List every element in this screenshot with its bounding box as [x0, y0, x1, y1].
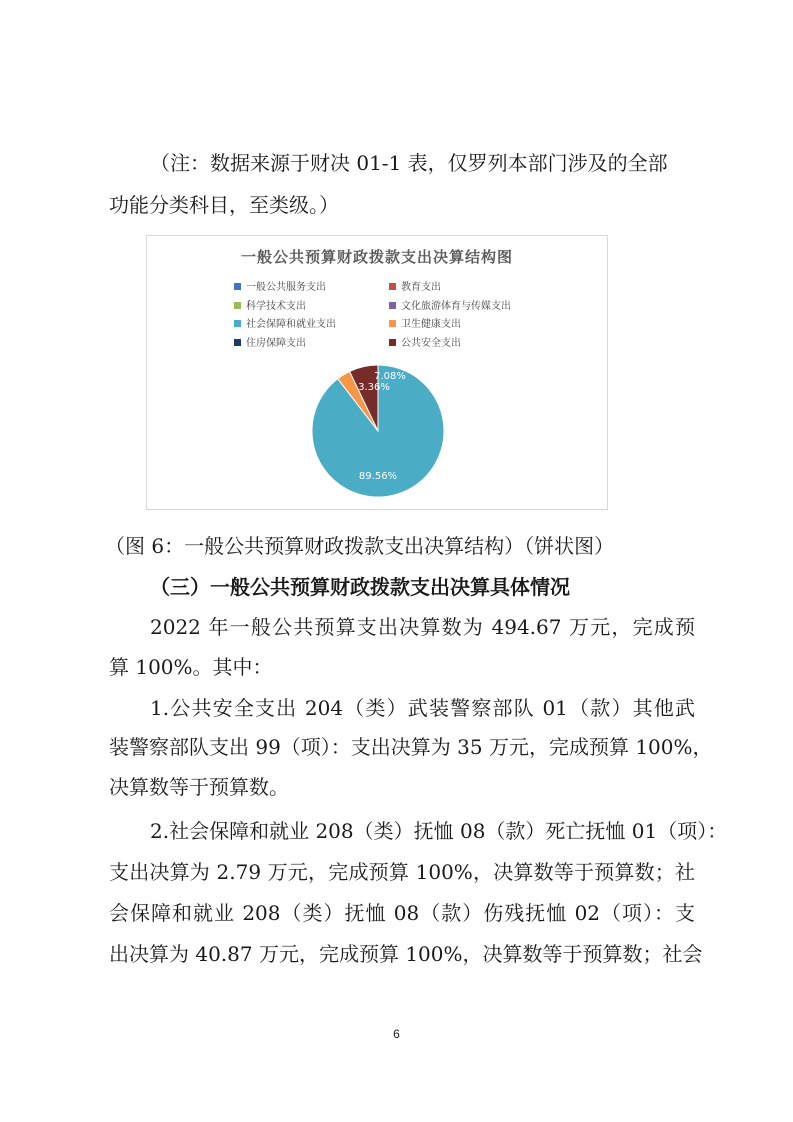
legend-label: 公共安全支出 — [401, 337, 461, 349]
page-number: 6 — [393, 1027, 400, 1041]
note-line-1: （注：数据来源于财决 01-1 表，仅罗列本部门涉及的全部 — [150, 151, 668, 175]
pie-data-label: 89.56% — [358, 471, 398, 482]
paragraph-2-line-3: 决算数等于预算数。 — [109, 775, 289, 799]
pie-chart — [146, 235, 608, 510]
chart-title: 一般公共预算财政拨款支出决算结构图 — [240, 248, 513, 266]
legend-label: 社会保障和就业支出 — [246, 319, 336, 330]
section-heading: （三）一般公共预算财政拨款支出决算具体情况 — [150, 575, 570, 599]
pie-data-label: 3.36% — [358, 382, 390, 393]
paragraph-3-line-4: 出决算为 40.87 万元，完成预算 100%，决算数等于预算数；社会 — [109, 942, 703, 966]
legend-label: 教育支出 — [401, 282, 441, 293]
pie-plot — [147, 236, 609, 511]
figure-caption: （图 6：一般公共预算财政拨款支出决算结构）（饼状图） — [105, 534, 615, 558]
paragraph-3-line-3: 会保障和就业 208（类）抚恤 08（款）伤残抚恤 02（项）：支 — [109, 901, 695, 925]
paragraph-3-line-2: 支出决算为 2.79 万元，完成预算 100%，决算数等于预算数；社 — [109, 860, 695, 884]
note-line-2: 功能分类科目，至类级。） — [109, 193, 339, 217]
legend-label: 住房保障支出 — [246, 337, 306, 349]
paragraph-2-line-2: 装警察部队支出 99（项）：支出决算为 35 万元，完成预算 100%， — [109, 735, 713, 759]
legend-label: 卫生健康支出 — [401, 319, 461, 330]
legend-label: 一般公共服务支出 — [246, 282, 326, 293]
paragraph-3-line-1: 2.社会保障和就业 208（类）抚恤 08（款）死亡抚恤 01（项）： — [150, 819, 728, 843]
paragraph-1-line-2: 算 100%。其中： — [109, 655, 273, 679]
pie-data-label: 7.08% — [374, 371, 406, 382]
legend-label: 科学技术支出 — [246, 300, 306, 312]
legend-label: 文化旅游体育与传媒支出 — [401, 300, 511, 312]
paragraph-1-line-1: 2022 年一般公共预算支出决算数为 494.67 万元，完成预 — [150, 615, 695, 639]
paragraph-2-line-1: 1.公共安全支出 204（类）武装警察部队 01（款）其他武 — [150, 696, 695, 720]
